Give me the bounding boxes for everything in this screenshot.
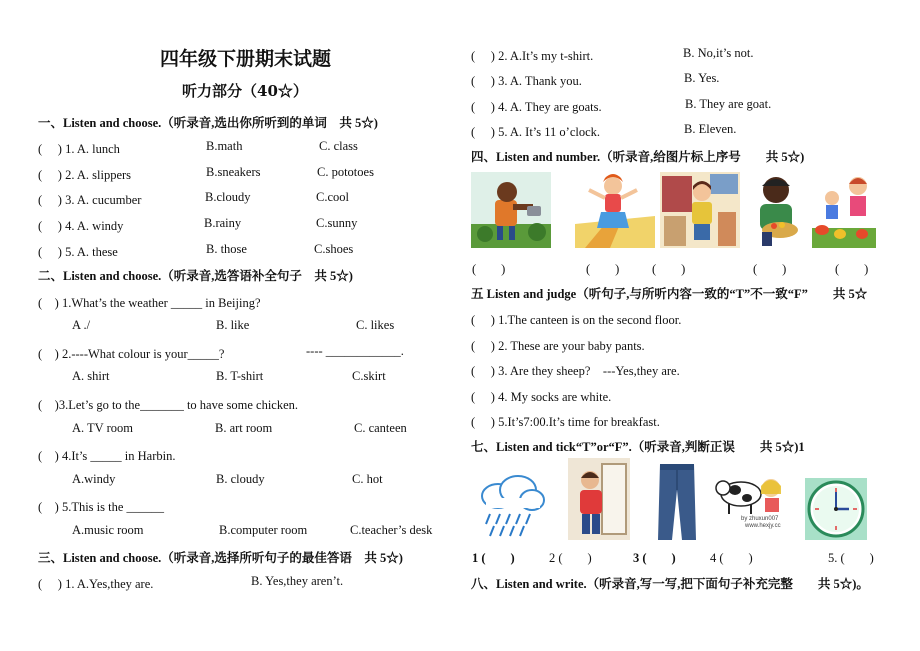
s3-q2-a: ( ) 2. A.It’s my t-shirt.: [471, 49, 594, 63]
s1-q1: ( ) 1. A. lunch: [38, 142, 120, 156]
s1-q3-b: B.cloudy: [205, 190, 251, 204]
picture-kids-with-chickens: [812, 172, 876, 248]
s2-q4-a: A.windy: [72, 472, 116, 486]
page-title: 四年级下册期末试题: [160, 48, 332, 70]
s2-q4-c: C. hot: [352, 472, 383, 486]
s2-q5-c: C.teacher’s desk: [350, 523, 433, 537]
s1-q4-b: B.rainy: [204, 216, 242, 230]
s1-q5-c: C.shoes: [314, 242, 354, 256]
s1-q4: ( ) 4. A. windy: [38, 219, 124, 233]
s1-q3-c: C.cool: [316, 190, 349, 204]
s2-q3-c: C. canteen: [354, 421, 407, 435]
s3-q1-b: B. Yes,they aren’t.: [251, 574, 344, 588]
s4-blank-2: ( ): [586, 262, 620, 276]
s2-q2-reply: ---- ____________.: [306, 344, 404, 358]
s1-q2: ( ) 2. A. slippers: [38, 168, 132, 182]
s4-blank-3: ( ): [652, 262, 686, 276]
cow-url: www.hexjy.cc: [745, 523, 781, 529]
s7-label-1: 1 ( ): [472, 551, 515, 565]
s3-q3-b: B. Yes.: [684, 71, 720, 85]
s4-blank-4: ( ): [753, 262, 787, 276]
picture-girl-dancing: [575, 172, 655, 248]
s5-q1: ( ) 1.The canteen is on the second floor.: [471, 313, 682, 327]
s7-label-4: 4 ( ): [710, 551, 753, 565]
s5-q5: ( ) 5.It’s7:00.It’s time for breakfast.: [471, 415, 660, 429]
s3-q2-b: B. No,it’s not.: [683, 46, 754, 60]
s2-q3-a: A. TV room: [72, 421, 133, 435]
s2-q2-c: C.skirt: [352, 369, 386, 383]
picture-rain-cloud: [474, 472, 548, 540]
s1-q1-c: C. class: [319, 139, 358, 153]
section-3-heading: 三、Listen and choose.（听录音,选择所听句子的最佳答语 共 5☆): [38, 551, 403, 565]
s1-q2-c: C. pototoes: [317, 165, 374, 179]
s3-q4-a: ( ) 4. A. They are goats.: [471, 100, 602, 114]
section-7-heading: 七、Listen and tick“T”or“F”.（听录音,判断正误 共 5☆)1: [471, 440, 805, 454]
section-1-heading: 一、Listen and choose.（听录音,选出你所听到的单词 共 5☆): [38, 116, 378, 130]
s2-q1-a: A ./: [72, 318, 91, 332]
picture-clock: [805, 478, 867, 540]
s1-q4-c: C.sunny: [316, 216, 358, 230]
s5-q4: ( ) 4. My socks are white.: [471, 390, 612, 404]
s5-q2: ( ) 2. These are your baby pants.: [471, 339, 645, 353]
s2-q5-a: A.music room: [72, 523, 144, 537]
s2-q2-b: B. T-shirt: [216, 369, 264, 383]
s3-q3-a: ( ) 3. A. Thank you.: [471, 74, 582, 88]
s1-q3: ( ) 3. A. cucumber: [38, 193, 142, 207]
picture-child-watering-plants: [471, 172, 551, 248]
s2-q3: ( )3.Let’s go to the_______ to have some chicken.: [38, 398, 299, 412]
s3-q5-a: ( ) 5. A. It’s 11 o’clock.: [471, 125, 601, 139]
s2-q5: ( ) 5.This is the ______: [38, 500, 165, 514]
cow-caption: by zhuxun007: [741, 516, 779, 522]
s7-label-2: 2 ( ): [549, 551, 592, 565]
s2-q5-b: B.computer room: [219, 523, 308, 537]
s2-q1-b: B. like: [216, 318, 250, 332]
s3-q1-a: ( ) 1. A.Yes,they are.: [38, 577, 154, 591]
s5-q3: ( ) 3. Are they sheep? ---Yes,they are.: [471, 364, 680, 378]
picture-boy-with-basket: [746, 172, 808, 248]
picture-cow-and-girl: [715, 470, 787, 532]
s2-q4-b: B. cloudy: [216, 472, 265, 486]
s1-q5: ( ) 5. A. these: [38, 245, 118, 259]
s2-q4: ( ) 4.It’s _____ in Harbin.: [38, 449, 176, 463]
s2-q1-c: C. likes: [356, 318, 395, 332]
s2-q2-a: A. shirt: [72, 369, 110, 383]
s1-q1-b: B.math: [206, 139, 243, 153]
s7-label-3: 3 ( ): [633, 551, 676, 565]
picture-jeans: [652, 462, 702, 542]
s4-blank-1: ( ): [472, 262, 506, 276]
section-2-heading: 二、Listen and choose.（听录音,选答语补全句子 共 5☆): [38, 269, 353, 283]
picture-child-painting: [568, 458, 630, 540]
page-subtitle: 听力部分（40☆）: [182, 82, 308, 100]
s7-label-5: 5. ( ): [828, 551, 874, 565]
section-8-heading: 八、Listen and write.（听录音,写一写,把下面句子补充完整 共 5☆)。: [471, 577, 869, 591]
s2-q1: ( ) 1.What’s the weather _____ in Beijing?: [38, 296, 261, 310]
s3-q4-b: B. They are goat.: [685, 97, 772, 111]
picture-girl-classroom: [660, 172, 740, 248]
s1-q5-b: B. those: [206, 242, 247, 256]
s4-blank-5: ( ): [835, 262, 869, 276]
section-5-heading: 五 Listen and judge（听句子,与所听内容一致的“T”不一致“F” 共 5☆: [471, 287, 868, 301]
s2-q2: ( ) 2.----What colour is your_____?: [38, 347, 225, 361]
s1-q2-b: B.sneakers: [206, 165, 261, 179]
s2-q3-b: B. art room: [215, 421, 273, 435]
s3-q5-b: B. Eleven.: [684, 122, 737, 136]
section-4-heading: 四、Listen and number.（听录音,给图片标上序号 共 5☆): [471, 150, 805, 164]
